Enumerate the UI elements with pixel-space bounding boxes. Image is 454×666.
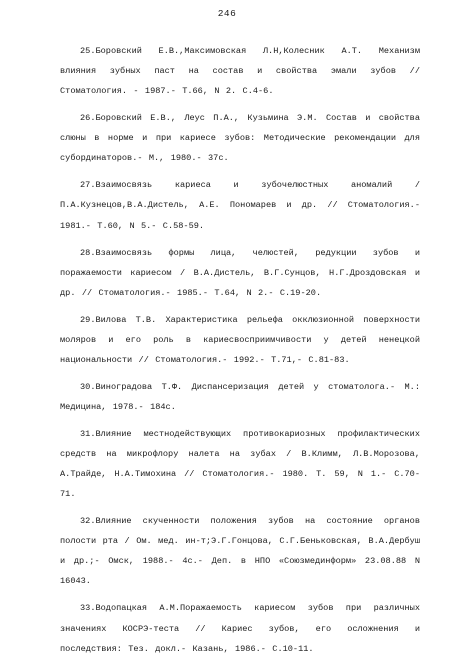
reference-entry: 32.Влияние скученности положения зубов на состояние органов полости рта / Ом. мед. ин-т;Э.Г.Гонцова, С.Г.Беньковская, В.А.Дербуш и др.;- Омск, 1988.- 4с.- Деп. в НПО «Союзмединформ» 23.08.88 N 16043. [60,516,420,587]
page-number: 246 [217,8,237,19]
reference-entry: 31.Влияние местнодействующих противокариозных профилактических средств на микрофлору налета на зубах / В.Климм, Л.В.Морозова, А.Трайде, Н.А.Тимохина // Стоматология.- 1980. Т. 59, N 1.- С.70-71. [60,428,420,500]
reference-entry: 29.Вилова Т.В. Характеристика рельефа окклюзионной поверхности моляров и его роль в кариесвосприимчивости у детей ненецкой национальности // Стоматология.- 1992.- Т.71,- С.81-83. [60,314,420,365]
reference-entry: 25.Боровский Е.В.,Максимовская Л.Н,Колесник А.Т. Механизм влияния зубных паст на состав и свойства эмали зубов // Стоматология. - 1987.- Т.66, N 2. С.4-6. [60,46,420,97]
reference-entry: 28.Взаимосвязь формы лица, челюстей, редукции зубов и поражаемости кариесом / В.А.Дистель, В.Г.Сунцов, Н.Г.Дроздовская и др. // Стоматология.- 1985.- Т.64, N 2.- С.19-20. [60,247,420,298]
reference-list [60,41,420,666]
reference-entry: 27.Взаимосвязь кариеса и зубочелюстных аномалий / П.А.Кузнецов,В.А.Дистель, А.Е. Пономарев и др. // Стоматология.- 1981.- Т.60, N 5.- С.58-59. [60,180,420,231]
reference-entry: 26.Боровский Е.В., Леус П.А., Кузьмина Э.М. Состав и свойства слюны в норме и при кариесе зубов: Методические рекомендации для субординаторов.- М., 1980.- 37с. [60,113,420,164]
reference-entry: 30.Виноградова Т.Ф. Диспансеризация детей у стоматолога.- М.: Медицина, 1978.- 184с. [60,381,420,412]
reference-entry: 33.Водопацкая А.М.Поражаемость кариесом зубов при различных значениях КОСРЭ-теста // Кариес зубов, его осложнения и последствия: Тез. докл.- Казань, 1986.- С.10-11. [60,603,420,654]
